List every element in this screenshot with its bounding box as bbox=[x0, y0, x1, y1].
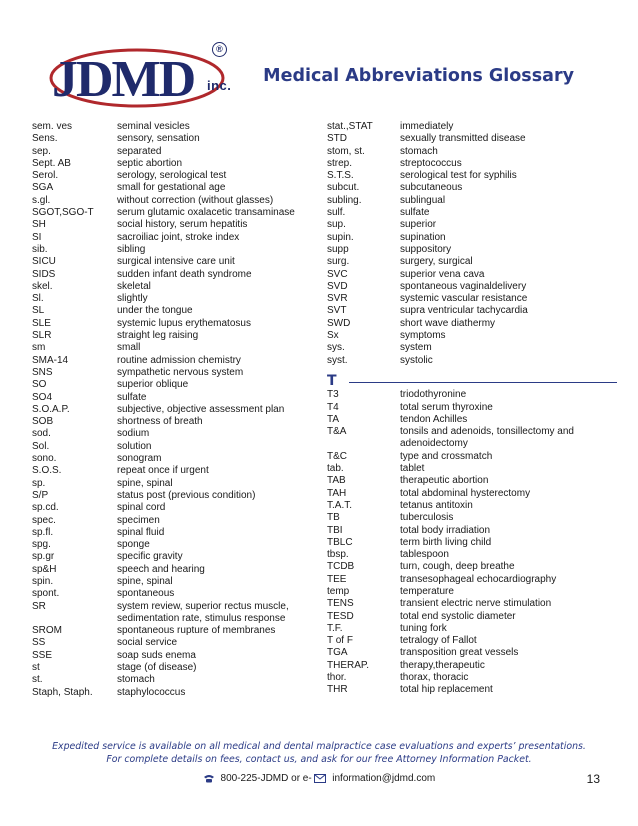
entry-definition: slightly bbox=[117, 293, 148, 305]
glossary-entry bbox=[327, 402, 617, 414]
entry-abbreviation: SO bbox=[32, 379, 47, 391]
glossary-entry bbox=[32, 121, 322, 133]
glossary-entry bbox=[327, 451, 617, 463]
glossary-entry bbox=[32, 367, 322, 379]
glossary-entry bbox=[327, 121, 617, 133]
entry-definition: seminal vesicles bbox=[117, 121, 190, 132]
entry-definition: social history, serum hepatitis bbox=[117, 219, 248, 231]
glossary-entry bbox=[32, 158, 322, 170]
glossary-entry bbox=[32, 404, 322, 416]
entry-abbreviation: SWD bbox=[327, 317, 351, 329]
entry-abbreviation: SSE bbox=[32, 649, 53, 661]
entry-abbreviation: sup. bbox=[327, 219, 346, 231]
glossary-entry bbox=[327, 463, 617, 475]
email-address[interactable]: information@jdmd.com bbox=[332, 773, 436, 784]
entry-abbreviation: sep. bbox=[32, 145, 51, 157]
or-text: or e- bbox=[291, 773, 312, 784]
entry-definition: therapeutic abortion bbox=[400, 475, 489, 487]
glossary-entry bbox=[327, 133, 617, 145]
entry-abbreviation: sem. ves bbox=[32, 121, 73, 132]
entry-abbreviation: spec. bbox=[32, 514, 56, 526]
entry-definition: system bbox=[400, 342, 432, 354]
entry-abbreviation: s.gl. bbox=[32, 194, 51, 206]
phone-number[interactable]: 800-225-JDMD bbox=[220, 773, 289, 784]
entry-abbreviation: TAH bbox=[327, 487, 347, 499]
glossary-entry bbox=[327, 488, 617, 500]
glossary-entry bbox=[327, 355, 617, 367]
entry-abbreviation: T&C bbox=[327, 450, 347, 462]
entry-abbreviation: SI bbox=[32, 231, 42, 243]
contact-line bbox=[0, 773, 638, 784]
entry-abbreviation: tab. bbox=[327, 463, 344, 475]
entry-abbreviation: STD bbox=[327, 133, 347, 145]
entry-abbreviation: T.A.T. bbox=[327, 499, 353, 511]
entry-abbreviation: sp.fl. bbox=[32, 526, 54, 538]
glossary-entry bbox=[32, 416, 322, 428]
entry-abbreviation: Staph, Staph. bbox=[32, 686, 93, 698]
entry-definition: spine, spinal bbox=[117, 575, 173, 587]
glossary-entry bbox=[327, 475, 617, 487]
entry-definition: tuberculosis bbox=[400, 512, 454, 524]
entry-abbreviation: T of F bbox=[327, 635, 353, 647]
entry-abbreviation: SS bbox=[32, 637, 46, 649]
logo-inc-text: inc. bbox=[207, 78, 232, 93]
entry-definition: staphylococcus bbox=[117, 686, 186, 698]
entry-definition: system review, superior rectus muscle, sedimentation rate, stimulus response bbox=[117, 600, 289, 624]
entry-abbreviation: SICU bbox=[32, 256, 56, 268]
entry-definition: total abdominal hysterectomy bbox=[400, 487, 531, 499]
entry-definition: total end systolic diameter bbox=[400, 610, 516, 622]
glossary-entry bbox=[327, 537, 617, 549]
entry-definition: total body irradiation bbox=[400, 524, 491, 536]
entry-definition: spinal fluid bbox=[117, 526, 165, 538]
glossary-entry bbox=[327, 598, 617, 610]
glossary-entry bbox=[327, 158, 617, 170]
entry-definition: spontaneous bbox=[117, 588, 175, 600]
glossary-entry bbox=[327, 244, 617, 256]
entry-definition: septic abortion bbox=[117, 157, 183, 169]
entry-abbreviation: S.O.S. bbox=[32, 465, 62, 477]
glossary-entry bbox=[32, 687, 322, 699]
entry-abbreviation: T.F. bbox=[327, 622, 343, 634]
glossary-entry bbox=[32, 281, 322, 293]
mail-icon bbox=[314, 774, 326, 783]
entry-abbreviation: spont. bbox=[32, 588, 60, 600]
entry-abbreviation: spin. bbox=[32, 575, 54, 587]
glossary-entry bbox=[327, 207, 617, 219]
entry-abbreviation: TA bbox=[327, 413, 340, 425]
entry-abbreviation: TESD bbox=[327, 610, 354, 622]
glossary-entry bbox=[32, 453, 322, 465]
entry-definition: type and crossmatch bbox=[400, 450, 493, 462]
entry-abbreviation: supp bbox=[327, 243, 349, 255]
entry-definition: tablespoon bbox=[400, 549, 449, 561]
glossary-entry bbox=[327, 586, 617, 598]
entry-abbreviation: THR bbox=[327, 684, 348, 696]
entry-definition: spontaneous rupture of membranes bbox=[117, 625, 276, 637]
entry-abbreviation: TB bbox=[327, 512, 340, 524]
entry-definition: shortness of breath bbox=[117, 416, 203, 428]
entry-abbreviation: SVD bbox=[327, 280, 348, 292]
footer-note-line-1: Expedited service is available on all medical and dental malpractice case evaluations and experts’ presentations. bbox=[52, 741, 586, 752]
entry-definition: surgery, surgical bbox=[400, 256, 473, 268]
glossary-entry bbox=[32, 490, 322, 502]
glossary-entry bbox=[327, 414, 617, 426]
entry-definition: sacroiliac joint, stroke index bbox=[117, 231, 240, 243]
entry-definition: tetralogy of Fallot bbox=[400, 635, 477, 647]
entry-abbreviation: syst. bbox=[327, 354, 348, 366]
glossary-entry bbox=[32, 478, 322, 490]
glossary-entry bbox=[32, 133, 322, 145]
entry-abbreviation: sp. bbox=[32, 477, 46, 489]
entry-definition: repeat once if urgent bbox=[117, 465, 209, 477]
glossary-entry bbox=[32, 293, 322, 305]
entry-definition: sexually transmitted disease bbox=[400, 133, 526, 145]
entry-abbreviation: T3 bbox=[327, 389, 339, 401]
glossary-entry bbox=[327, 549, 617, 561]
footer-note bbox=[0, 740, 638, 766]
entry-definition: solution bbox=[117, 440, 152, 452]
glossary-entry bbox=[327, 305, 617, 317]
entry-abbreviation: TENS bbox=[327, 598, 354, 610]
entry-definition: tuning fork bbox=[400, 622, 447, 634]
entry-abbreviation: SIDS bbox=[32, 268, 56, 280]
page-title: Medical Abbreviations Glossary bbox=[263, 66, 574, 86]
entry-definition: sudden infant death syndrome bbox=[117, 268, 252, 280]
glossary-entry bbox=[32, 601, 322, 626]
entry-abbreviation: spg. bbox=[32, 539, 51, 551]
glossary-entry bbox=[32, 527, 322, 539]
registered-mark: ® bbox=[212, 42, 227, 57]
entry-definition: sonogram bbox=[117, 453, 162, 465]
entry-definition: soap suds enema bbox=[117, 649, 196, 661]
glossary-entry bbox=[32, 539, 322, 551]
entry-abbreviation: SR bbox=[32, 600, 46, 612]
entry-definition: serological test for syphilis bbox=[400, 170, 517, 182]
glossary-entry bbox=[327, 635, 617, 647]
glossary-entry bbox=[32, 650, 322, 662]
glossary-entry bbox=[32, 342, 322, 354]
section-letter: T bbox=[327, 372, 337, 389]
entry-definition: under the tongue bbox=[117, 305, 193, 317]
entry-definition: straight leg raising bbox=[117, 330, 199, 342]
entry-abbreviation: strep. bbox=[327, 157, 353, 169]
glossary-entry bbox=[327, 146, 617, 158]
entry-abbreviation: TAB bbox=[327, 475, 346, 487]
entry-definition: superior vena cava bbox=[400, 268, 485, 280]
glossary-entry bbox=[32, 564, 322, 576]
glossary-entry bbox=[327, 281, 617, 293]
entry-definition: tendon Achilles bbox=[400, 413, 468, 425]
glossary-entry bbox=[32, 379, 322, 391]
entry-abbreviation: SVR bbox=[327, 293, 348, 305]
entry-abbreviation: thor. bbox=[327, 672, 347, 684]
entry-definition: sublingual bbox=[400, 194, 446, 206]
entry-abbreviation: tbsp. bbox=[327, 549, 349, 561]
entry-definition: status post (previous condition) bbox=[117, 489, 256, 501]
entry-definition: routine admission chemistry bbox=[117, 354, 241, 366]
entry-abbreviation: S/P bbox=[32, 489, 49, 501]
entry-abbreviation: Sept. AB bbox=[32, 157, 71, 169]
entry-abbreviation: st bbox=[32, 662, 40, 674]
glossary-entry bbox=[32, 318, 322, 330]
svg-text:JDMD: JDMD bbox=[52, 51, 195, 108]
glossary-entry bbox=[32, 244, 322, 256]
entry-abbreviation: sm bbox=[32, 342, 46, 354]
page-number: 13 bbox=[586, 772, 600, 786]
glossary-entry bbox=[32, 355, 322, 367]
entry-abbreviation: stat.,STAT bbox=[327, 121, 373, 132]
entry-abbreviation: SGOT,SGO-T bbox=[32, 207, 94, 219]
entry-abbreviation: sod. bbox=[32, 428, 51, 440]
entry-definition: sulfate bbox=[400, 207, 430, 219]
entry-definition: specific gravity bbox=[117, 551, 183, 563]
entry-abbreviation: Serol. bbox=[32, 170, 59, 182]
entry-definition: spinal cord bbox=[117, 502, 166, 514]
entry-definition: tablet bbox=[400, 463, 425, 475]
entry-definition: immediately bbox=[400, 121, 454, 132]
entry-abbreviation: supin. bbox=[327, 231, 354, 243]
glossary-entry bbox=[327, 269, 617, 281]
glossary-entry bbox=[327, 684, 617, 696]
entry-abbreviation: T&A bbox=[327, 426, 347, 438]
entry-abbreviation: Sol. bbox=[32, 440, 50, 452]
entry-abbreviation: sp&H bbox=[32, 563, 57, 575]
entry-abbreviation: SO4 bbox=[32, 391, 53, 403]
entry-abbreviation: SLR bbox=[32, 330, 52, 342]
glossary-entry bbox=[32, 305, 322, 317]
entry-abbreviation: subling. bbox=[327, 194, 362, 206]
entry-abbreviation: skel. bbox=[32, 280, 53, 292]
entry-abbreviation: temp bbox=[327, 585, 350, 597]
glossary-entry bbox=[327, 195, 617, 207]
entry-definition: social service bbox=[117, 637, 178, 649]
entry-abbreviation: Sl. bbox=[32, 293, 44, 305]
entry-definition: separated bbox=[117, 145, 162, 157]
entry-abbreviation: sono. bbox=[32, 453, 57, 465]
glossary-entry bbox=[327, 182, 617, 194]
entry-definition: turn, cough, deep breathe bbox=[400, 561, 515, 573]
glossary-entry bbox=[32, 232, 322, 244]
glossary-entry bbox=[327, 611, 617, 623]
glossary-entry bbox=[32, 170, 322, 182]
glossary-entry bbox=[327, 293, 617, 305]
glossary-entry bbox=[327, 219, 617, 231]
entry-definition: tetanus antitoxin bbox=[400, 499, 473, 511]
entry-abbreviation: stom, st. bbox=[327, 145, 365, 157]
entry-definition: tonsils and adenoids, tonsillectomy and adenoidectomy bbox=[400, 426, 574, 450]
entry-definition: transesophageal echocardiography bbox=[400, 573, 557, 585]
entry-definition: sulfate bbox=[117, 391, 147, 403]
entry-definition: stomach bbox=[117, 674, 155, 686]
entry-definition: superior bbox=[400, 219, 437, 231]
entry-definition: transposition great vessels bbox=[400, 647, 519, 659]
glossary-entry bbox=[32, 551, 322, 563]
glossary-entry bbox=[327, 623, 617, 635]
glossary-entry bbox=[32, 576, 322, 588]
glossary-entry bbox=[32, 465, 322, 477]
entry-definition: therapy,therapeutic bbox=[400, 659, 485, 671]
entry-definition: spine, spinal bbox=[117, 477, 173, 489]
phone-icon bbox=[203, 774, 215, 783]
glossary-entry bbox=[327, 342, 617, 354]
glossary-entry bbox=[32, 219, 322, 231]
entry-abbreviation: sys. bbox=[327, 342, 345, 354]
glossary-entry bbox=[327, 561, 617, 573]
entry-abbreviation: SMA-14 bbox=[32, 354, 69, 366]
entry-abbreviation: sp.gr bbox=[32, 551, 55, 563]
entry-definition: supination bbox=[400, 231, 446, 243]
entry-definition: small for gestational age bbox=[117, 182, 226, 194]
glossary-entry bbox=[327, 512, 617, 524]
entry-definition: total hip replacement bbox=[400, 684, 493, 696]
entry-definition: systemic vascular resistance bbox=[400, 293, 528, 305]
entry-abbreviation: T4 bbox=[327, 401, 339, 413]
glossary-entry bbox=[327, 525, 617, 537]
glossary-entry bbox=[327, 318, 617, 330]
entry-abbreviation: Sx bbox=[327, 330, 339, 342]
entry-abbreviation: SL bbox=[32, 305, 45, 317]
glossary-entry bbox=[32, 330, 322, 342]
entry-abbreviation: surg. bbox=[327, 256, 350, 268]
glossary-entry bbox=[327, 330, 617, 342]
section-header-t bbox=[327, 372, 617, 389]
glossary-entry bbox=[327, 170, 617, 182]
entry-definition: sibling bbox=[117, 243, 146, 255]
footer-note-line-2: For complete details on fees, contact us, and ask for our free Attorney Information Packet. bbox=[106, 754, 532, 765]
glossary-entry bbox=[32, 392, 322, 404]
entry-definition: temperature bbox=[400, 585, 454, 597]
glossary-entry bbox=[327, 232, 617, 244]
glossary-entry bbox=[32, 269, 322, 281]
entry-definition: sodium bbox=[117, 428, 150, 440]
glossary-entry bbox=[327, 647, 617, 659]
glossary-entry bbox=[327, 256, 617, 268]
entry-definition: serology, serological test bbox=[117, 170, 227, 182]
entry-definition: total serum thyroxine bbox=[400, 401, 493, 413]
entry-abbreviation: SLE bbox=[32, 317, 51, 329]
entry-definition: small bbox=[117, 342, 141, 354]
glossary-entry bbox=[327, 660, 617, 672]
entry-abbreviation: SVT bbox=[327, 305, 347, 317]
entry-definition: speech and hearing bbox=[117, 563, 205, 575]
entry-definition: stage (of disease) bbox=[117, 662, 197, 674]
entry-abbreviation: TBI bbox=[327, 524, 343, 536]
entry-abbreviation: SGA bbox=[32, 182, 54, 194]
entry-abbreviation: TBLC bbox=[327, 536, 353, 548]
entry-abbreviation: Sens. bbox=[32, 133, 58, 145]
glossary-entry bbox=[32, 256, 322, 268]
entry-abbreviation: subcut. bbox=[327, 182, 360, 194]
glossary-entry bbox=[32, 515, 322, 527]
entry-definition: term birth living child bbox=[400, 536, 492, 548]
entry-definition: short wave diathermy bbox=[400, 317, 496, 329]
glossary-entry bbox=[32, 588, 322, 600]
entry-definition: sensory, sensation bbox=[117, 133, 200, 145]
entry-abbreviation: TEE bbox=[327, 573, 347, 585]
entry-abbreviation: SVC bbox=[327, 268, 348, 280]
entry-abbreviation: SNS bbox=[32, 366, 53, 378]
glossary-entry bbox=[327, 672, 617, 684]
entry-definition: streptococcus bbox=[400, 157, 462, 169]
entry-abbreviation: SOB bbox=[32, 416, 54, 428]
entry-definition: systolic bbox=[400, 354, 433, 366]
entry-abbreviation: sulf. bbox=[327, 207, 346, 219]
entry-definition: supra ventricular tachycardia bbox=[400, 305, 528, 317]
entry-definition: transient electric nerve stimulation bbox=[400, 598, 552, 610]
entry-abbreviation: SH bbox=[32, 219, 46, 231]
entry-definition: subcutaneous bbox=[400, 182, 463, 194]
entry-definition: skeletal bbox=[117, 280, 151, 292]
glossary-entry bbox=[32, 502, 322, 514]
glossary-entry bbox=[32, 441, 322, 453]
right-column bbox=[327, 121, 617, 697]
glossary-entry bbox=[32, 428, 322, 440]
glossary-entry bbox=[32, 637, 322, 649]
left-column bbox=[32, 121, 322, 699]
glossary-entry bbox=[32, 207, 322, 219]
entry-definition: specimen bbox=[117, 514, 160, 526]
entry-definition: superior oblique bbox=[117, 379, 189, 391]
entry-definition: subjective, objective assessment plan bbox=[117, 403, 285, 415]
entry-abbreviation: sib. bbox=[32, 243, 48, 255]
entry-definition: spontaneous vaginaldelivery bbox=[400, 280, 527, 292]
entry-definition: stomach bbox=[400, 145, 438, 157]
entry-definition: systemic lupus erythematosus bbox=[117, 317, 251, 329]
entry-abbreviation: TGA bbox=[327, 647, 348, 659]
glossary-entry bbox=[327, 389, 617, 401]
glossary-entry bbox=[327, 500, 617, 512]
entry-definition: sympathetic nervous system bbox=[117, 366, 244, 378]
entry-abbreviation: sp.cd. bbox=[32, 502, 59, 514]
entry-definition: without correction (without glasses) bbox=[117, 194, 274, 206]
entry-abbreviation: S.O.A.P. bbox=[32, 403, 70, 415]
glossary-entry bbox=[32, 195, 322, 207]
entry-abbreviation: TCDB bbox=[327, 561, 355, 573]
entry-definition: sponge bbox=[117, 539, 150, 551]
glossary-entry bbox=[32, 146, 322, 158]
entry-definition: suppository bbox=[400, 243, 452, 255]
t-entries bbox=[327, 389, 617, 696]
glossary-entry bbox=[32, 625, 322, 637]
glossary-entry bbox=[32, 674, 322, 686]
glossary-entry bbox=[327, 574, 617, 586]
section-rule bbox=[349, 382, 617, 384]
entry-definition: surgical intensive care unit bbox=[117, 256, 235, 268]
entry-definition: thorax, thoracic bbox=[400, 672, 469, 684]
glossary-entry bbox=[32, 662, 322, 674]
glossary-entry bbox=[327, 426, 617, 451]
glossary-entry bbox=[32, 182, 322, 194]
entry-abbreviation: SROM bbox=[32, 625, 62, 637]
entry-definition: symptoms bbox=[400, 330, 446, 342]
entry-abbreviation: S.T.S. bbox=[327, 170, 354, 182]
entry-definition: triodothyronine bbox=[400, 389, 467, 401]
s-entries bbox=[327, 121, 617, 367]
entry-abbreviation: st. bbox=[32, 674, 43, 686]
entry-abbreviation: THERAP. bbox=[327, 659, 370, 671]
entry-definition: serum glutamic oxalacetic transaminase bbox=[117, 207, 295, 219]
